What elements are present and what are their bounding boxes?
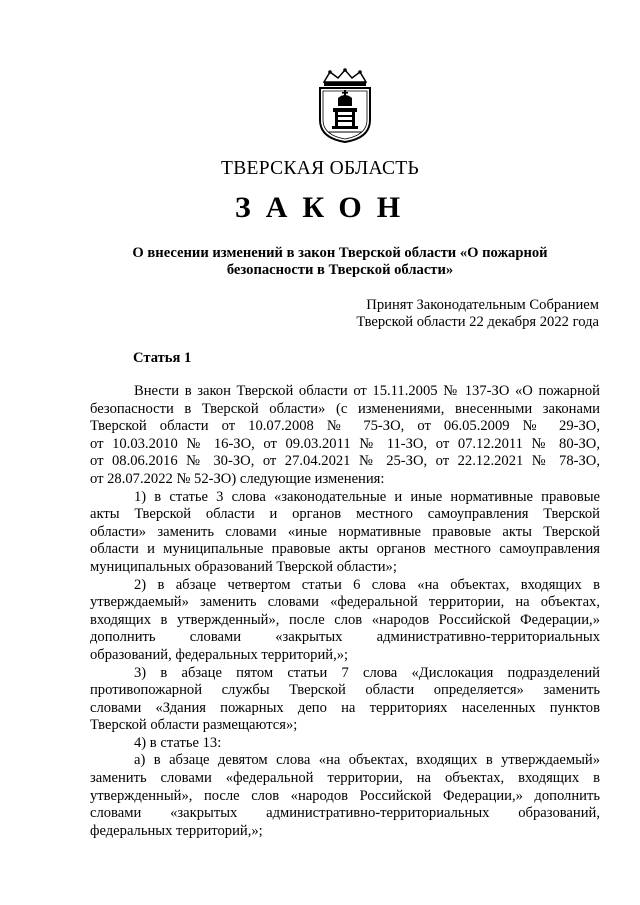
body-text-line: от 08.06.2016 № 30-ЗО, от 27.04.2021 № 25-ЗО, от 22.12.2021 № 78-ЗО, — [90, 453, 600, 470]
region-name: ТВЕРСКАЯ ОБЛАСТЬ — [221, 158, 419, 179]
body-text-line: противопожарной службы Тверской области определяется» заменить — [90, 682, 600, 699]
body-text-line: федеральных территорий,»; — [90, 822, 263, 839]
body-text-line: безопасности в Тверской области» (с изменениями, внесенными законами — [90, 400, 600, 417]
body-text-line: образований, федеральных территорий,»; — [90, 646, 349, 663]
body-text-line: 4) в статье 13: — [134, 734, 222, 751]
body-text-line: от 10.03.2010 № 16-ЗО, от 09.03.2011 № 11-ЗО, от 07.12.2011 № 80-ЗО, — [90, 435, 600, 452]
body-text-line: Тверской области от 10.07.2008 № 75-ЗО, от 06.05.2009 № 29-ЗО, — [90, 418, 600, 435]
body-text-line: словами «Здания пожарных депо на территориях населенных пунктов — [90, 699, 600, 716]
law-title-line: О внесении изменений в закон Тверской области «О пожарной — [132, 245, 548, 261]
body-text-line: заменить словами «федеральной территории, на объектах, входящих в — [90, 770, 600, 787]
body-text-line: акты Тверской области и органов местного самоуправления Тверской — [90, 506, 600, 523]
adoption-note — [356, 297, 599, 331]
law-title-line: безопасности в Тверской области» — [226, 262, 454, 278]
body-text-line: а) в абзаце девятом слова «на объектах, входящих в утверждаемый» — [134, 752, 600, 769]
body-text-line: области» заменить словами «иные нормативные правовые акты Тверской — [90, 523, 600, 540]
body-text-line: утвержденный», после слов «народов Российской Федерации,» дополнить — [90, 787, 600, 804]
body-text-line: 3) в абзаце пятом статьи 7 слова «Дислокация подразделений — [134, 664, 600, 681]
body-text-line: от 28.07.2022 № 52-ЗО) следующие изменения: — [90, 470, 385, 487]
body-text-line: 2) в абзаце четвертом статьи 6 слова «на объектах, входящих в — [134, 576, 600, 593]
adoption-note-line: Тверской области 22 декабря 2022 года — [356, 314, 599, 330]
body-text-line: муниципальных образований Тверской области»; — [90, 558, 397, 575]
body-text-line: Тверской области размещаются»; — [90, 717, 298, 734]
tver-coat-of-arms-emblem — [316, 68, 374, 144]
body-text-line: словами «закрытых административно-территориальных образований, — [90, 805, 600, 822]
body-text-line: утверждаемый» заменить словами «федеральной территории, на объектах, — [90, 594, 600, 611]
body-text-line: входящих в утвержденный», после слов «народов Российской Федерации,» — [90, 611, 600, 628]
adoption-note-line: Принят Законодательным Собранием — [366, 297, 599, 313]
body-text-line: Внести в закон Тверской области от 15.11.2005 № 137-ЗО «О пожарной — [134, 383, 600, 399]
law-title — [80, 245, 600, 279]
body-text-line: дополнить словами «закрытых административно-территориальных — [90, 629, 600, 646]
article-body — [90, 383, 600, 840]
document-type-heading: ЗАКОН — [234, 191, 416, 224]
article-heading: Статья 1 — [133, 350, 192, 366]
body-text-line: области и муниципальные правовые акты органов местного самоуправления — [90, 541, 600, 558]
body-text-line: 1) в статье 3 слова «законодательные и иные нормативные правовые — [134, 488, 600, 505]
